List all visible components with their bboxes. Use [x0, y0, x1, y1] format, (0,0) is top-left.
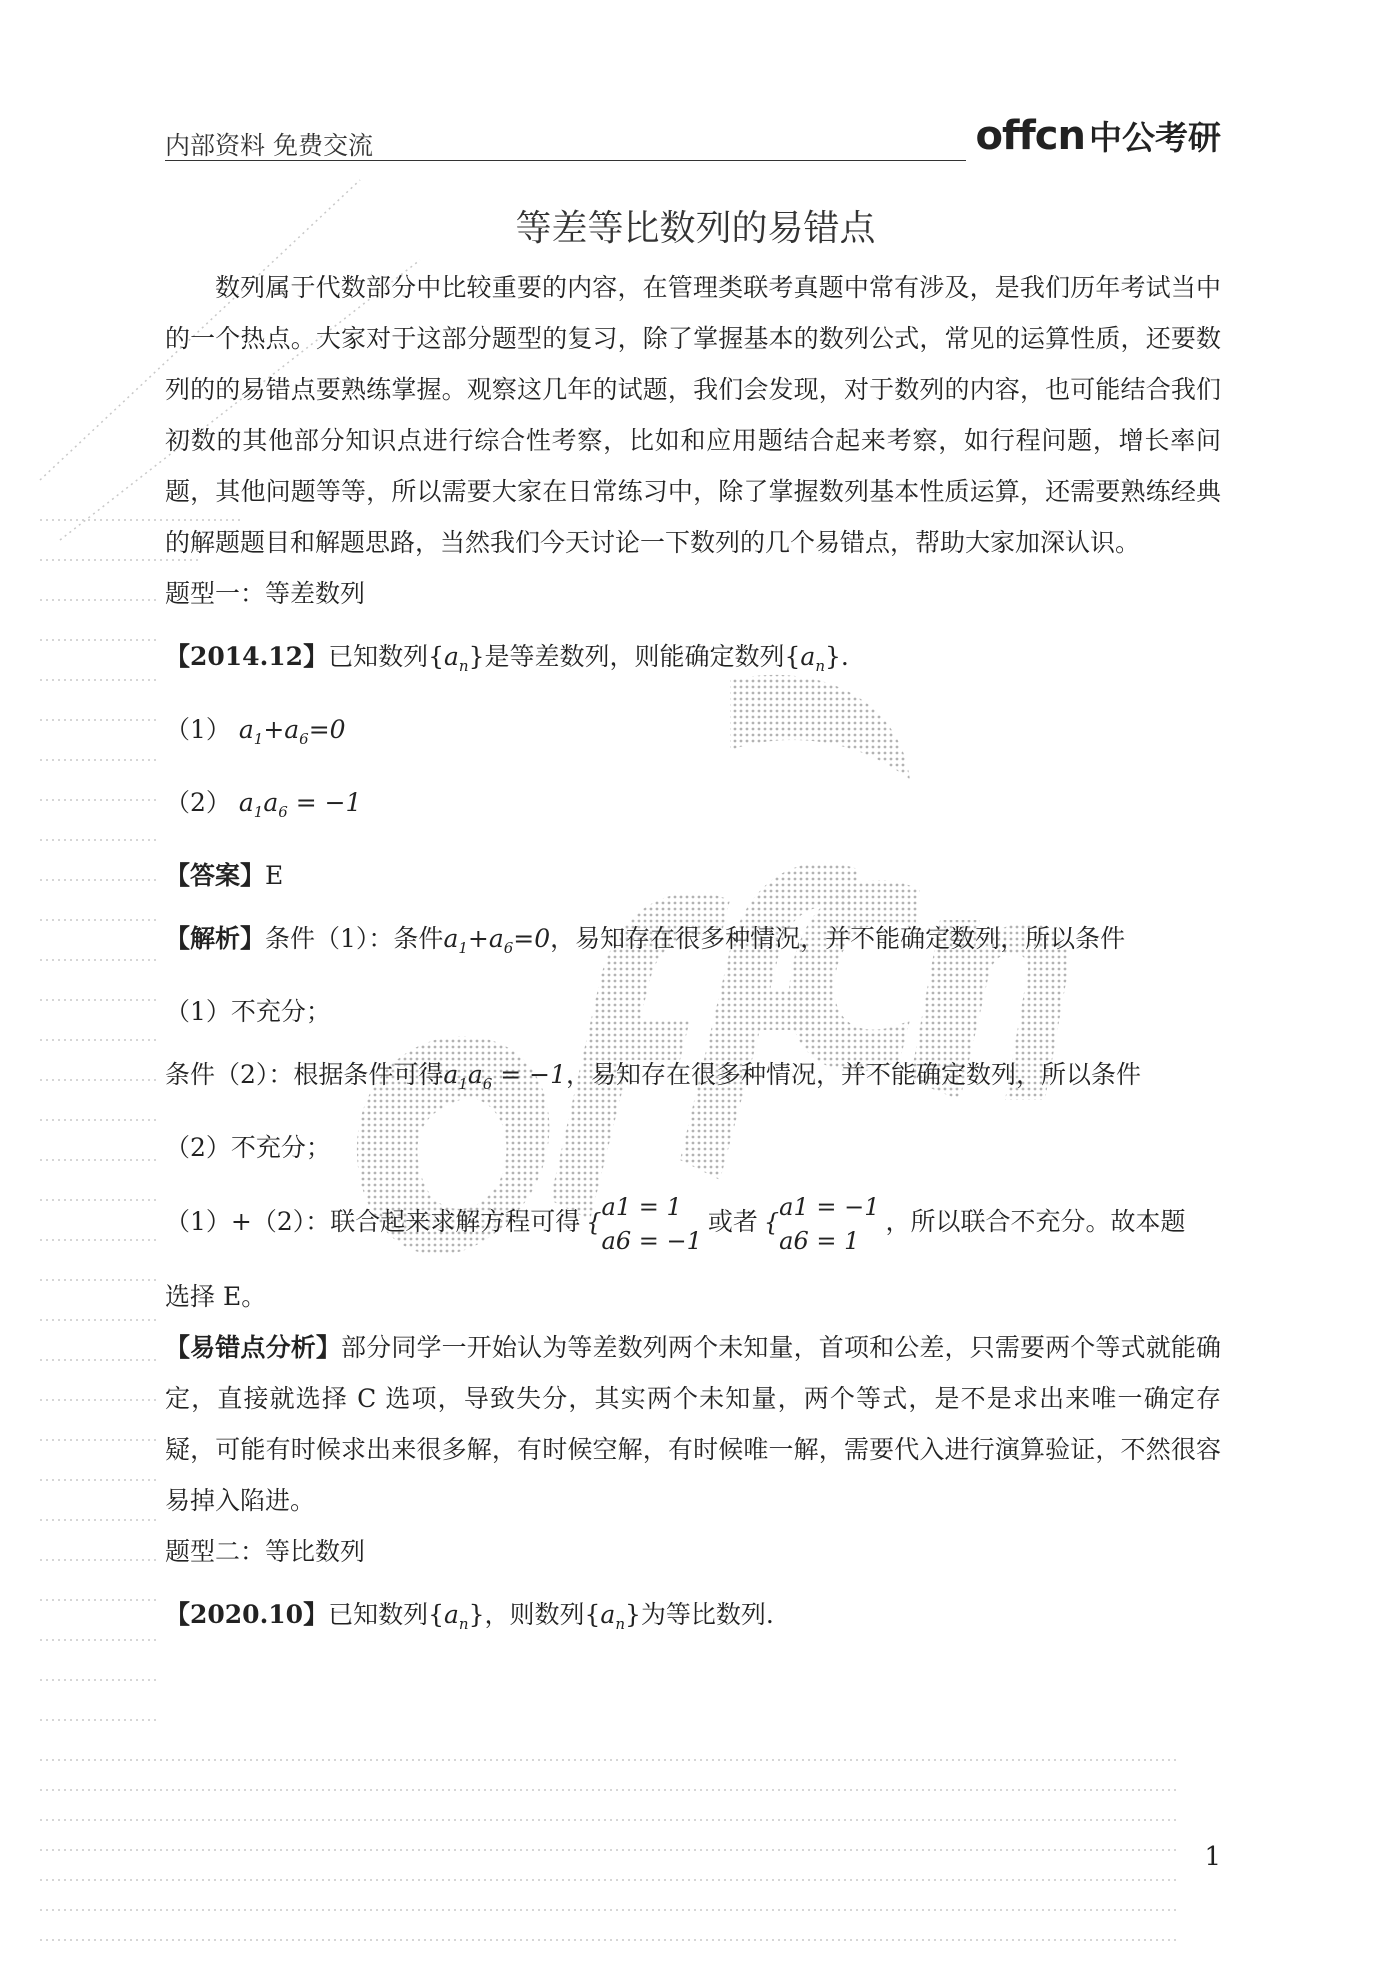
header-rule	[165, 160, 966, 161]
analysis-tag: 【解析】	[165, 924, 266, 953]
page-number: 1	[1204, 1842, 1221, 1872]
type2-heading: 题型二：等比数列	[165, 1537, 366, 1566]
pitfall-analysis: 【易错点分析】部分同学一开始认为等差数列两个未知量，首项和公差，只需要两个等式就能确定，直接就选择 C 选项，导致失分，其实两个未知量，两个等式，是不是求出来唯一确定存疑，可能有时候求出来很多解，有时候空解，有时候唯一解，需要代入进行演算验证，不然很容易掉入陷进。	[165, 1333, 1221, 1515]
analysis-line-1: 【解析】条件（1）：条件$a_1+a_6=0$，易知存在很多种情况，并不能确定数列，所以条件	[165, 924, 1126, 957]
page-header	[165, 113, 1221, 162]
analysis-line-2: （1）不充分；	[165, 997, 331, 1026]
answer-tag: 【答案】	[165, 861, 266, 890]
condition-1-expr: $a_1+a_6=0$	[238, 715, 346, 748]
answer-line	[165, 850, 1221, 901]
combined-analysis: （1）+（2）：联合起来求解方程可得 { a1 = 1 a6 = −1 或者 { a1 = −1 a6 = 1 ，所以联合不充分。故本题	[165, 1185, 1221, 1259]
sequence-symbol: $a_n$	[444, 1600, 469, 1633]
intro-paragraph: 数列属于代数部分中比较重要的内容，在管理类联考真题中常有涉及，是我们历年考试当中的一个热点。大家对于这部分题型的复习，除了掌握基本的数列公式，常见的运算性质，还要数列的的易错点要熟练掌握。观察这几年的试题，我们会发现，对于数列的内容，也可能结合我们初数的其他部分知识点进行综合性考察，比如和应用题结合起来考察，如行程问题，增长率问题，其他问题等等，所以需要大家在日常练习中，除了掌握数列基本性质运算，还需要熟练经典的解题题目和解题思路，当然我们今天讨论一下数列的几个易错点，帮助大家加深认识。	[165, 273, 1221, 557]
combined-conclusion: 选择 E。	[165, 1282, 267, 1311]
condition-2-expr: $a_1a_6 = -1$	[238, 788, 362, 821]
logo-en: offcn	[975, 113, 1085, 159]
type1-heading: 题型一：等差数列	[165, 579, 366, 608]
page-title: 等差等比数列的易错点	[515, 208, 876, 249]
equation-system-2: { a1 = −1 a6 = 1	[763, 1192, 880, 1255]
header-label: 内部资料 免费交流	[165, 131, 373, 160]
pitfall-tag: 【易错点分析】	[165, 1333, 342, 1362]
condition-2: （2） $a_1a_6 = -1$	[165, 788, 362, 821]
sequence-symbol: $a_n$	[444, 642, 469, 675]
answer-value: E	[265, 861, 284, 890]
sequence-symbol: $a_n$	[800, 642, 825, 675]
type1-question: 【2014.12】已知数列$\{a_n\}$是等差数列，则能确定数列$\{a_n\}$.	[165, 642, 849, 675]
type1-question-tag: 【2014.12】	[165, 642, 329, 671]
type2-question-tag: 【2020.10】	[165, 1600, 329, 1629]
equation-system-1: { a1 = 1 a6 = −1	[586, 1192, 702, 1255]
analysis-line-3: 条件（2）：根据条件可得$a_1a_6 = -1$，易知存在很多种情况，并不能确定数列，所以条件	[165, 1060, 1142, 1093]
analysis-line-4: （2）不充分；	[165, 1133, 331, 1162]
sequence-symbol: $a_n$	[600, 1600, 625, 1633]
offcn-logo	[976, 112, 1221, 159]
document-body	[165, 262, 1221, 1650]
type2-question: 【2020.10】已知数列$\{a_n\}$，则数列$\{a_n\}$为等比数列.	[165, 1600, 774, 1633]
condition-1: （1） $a_1+a_6=0$	[165, 715, 346, 748]
logo-cn: 中公考研	[1089, 118, 1221, 157]
